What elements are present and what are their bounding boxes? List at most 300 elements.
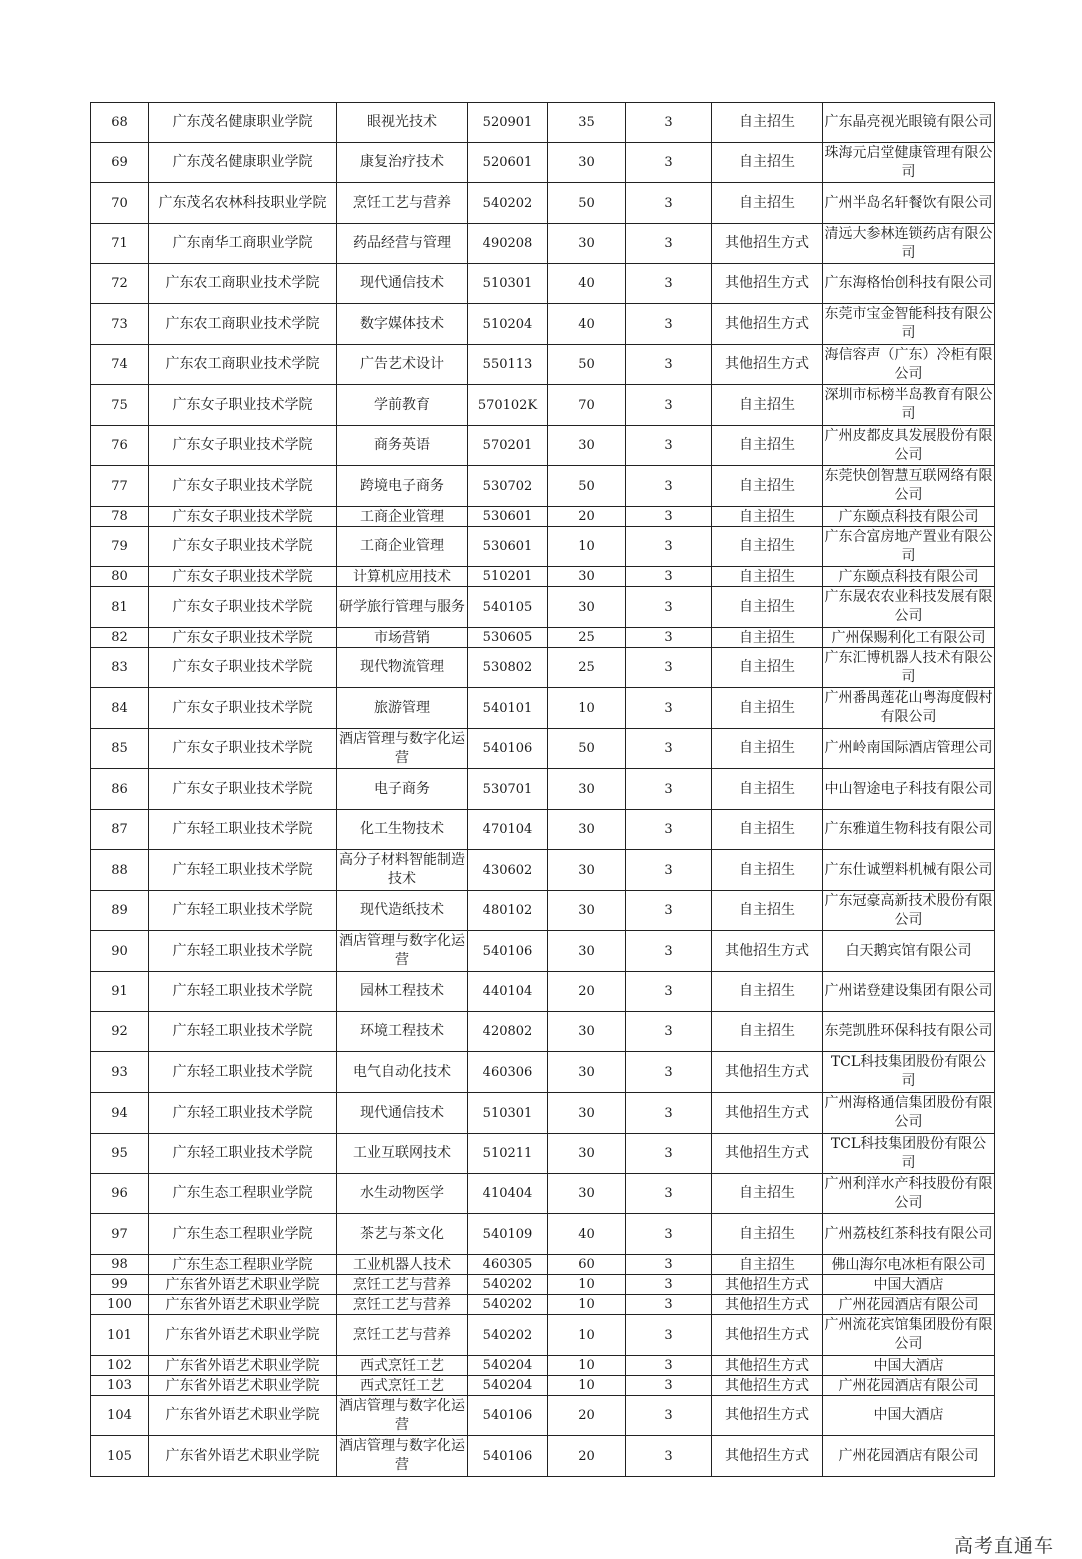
admission-method-cell: 自主招生	[712, 567, 823, 587]
duration-cell: 3	[626, 1012, 712, 1052]
major-code-cell: 510301	[468, 264, 548, 304]
major-name-cell: 电子商务	[337, 769, 468, 810]
quota-cell: 20	[548, 1436, 626, 1477]
school-name-cell: 广东女子职业技术学院	[149, 385, 337, 426]
row-number-cell: 78	[91, 507, 149, 527]
quota-cell: 30	[548, 1093, 626, 1134]
duration-cell: 3	[626, 688, 712, 729]
major-name-cell: 酒店管理与数字化运营	[337, 1436, 468, 1477]
duration-cell: 3	[626, 567, 712, 587]
duration-cell: 3	[626, 1174, 712, 1214]
duration-cell: 3	[626, 810, 712, 850]
duration-cell: 3	[626, 345, 712, 385]
major-name-cell: 电气自动化技术	[337, 1052, 468, 1093]
table-row	[91, 103, 995, 143]
row-number-cell: 100	[91, 1295, 149, 1315]
quota-cell: 40	[548, 304, 626, 345]
major-name-cell: 环境工程技术	[337, 1012, 468, 1052]
major-code-cell: 540202	[468, 1295, 548, 1315]
major-name-cell: 西式烹饪工艺	[337, 1356, 468, 1376]
quota-cell: 50	[548, 729, 626, 769]
quota-cell: 20	[548, 507, 626, 527]
school-name-cell: 广东女子职业技术学院	[149, 507, 337, 527]
partner-company-cell: 东莞凯胜环保科技有限公司	[823, 1012, 995, 1052]
major-code-cell: 530605	[468, 628, 548, 648]
quota-cell: 30	[548, 769, 626, 810]
major-code-cell: 460306	[468, 1052, 548, 1093]
quota-cell: 10	[548, 1376, 626, 1396]
quota-cell: 30	[548, 587, 626, 628]
admission-method-cell: 其他招生方式	[712, 1436, 823, 1477]
major-code-cell: 520901	[468, 103, 548, 143]
admission-method-cell: 自主招生	[712, 385, 823, 426]
row-number-cell: 70	[91, 183, 149, 224]
major-code-cell: 540106	[468, 1436, 548, 1477]
major-code-cell: 460305	[468, 1255, 548, 1275]
partner-company-cell: 广州花园酒店有限公司	[823, 1376, 995, 1396]
school-name-cell: 广东女子职业技术学院	[149, 587, 337, 628]
school-name-cell: 广东轻工职业技术学院	[149, 1012, 337, 1052]
row-number-cell: 76	[91, 426, 149, 466]
row-number-cell: 102	[91, 1356, 149, 1376]
school-name-cell: 广东南华工商职业学院	[149, 224, 337, 264]
admission-method-cell: 自主招生	[712, 972, 823, 1012]
quota-cell: 40	[548, 264, 626, 304]
quota-cell: 20	[548, 972, 626, 1012]
admission-method-cell: 自主招生	[712, 466, 823, 507]
admission-method-cell: 自主招生	[712, 688, 823, 729]
row-number-cell: 93	[91, 1052, 149, 1093]
major-code-cell: 520601	[468, 143, 548, 183]
major-name-cell: 工业互联网技术	[337, 1134, 468, 1174]
school-name-cell: 广东省外语艺术职业学院	[149, 1315, 337, 1356]
table-row	[91, 648, 995, 688]
table-row	[91, 688, 995, 729]
duration-cell: 3	[626, 628, 712, 648]
school-name-cell: 广东女子职业技术学院	[149, 648, 337, 688]
major-code-cell: 470104	[468, 810, 548, 850]
major-code-cell: 430602	[468, 850, 548, 891]
partner-company-cell: 广州花园酒店有限公司	[823, 1295, 995, 1315]
row-number-cell: 105	[91, 1436, 149, 1477]
table-row	[91, 1255, 995, 1275]
row-number-cell: 84	[91, 688, 149, 729]
partner-company-cell: 广东海格怡创科技有限公司	[823, 264, 995, 304]
admission-method-cell: 自主招生	[712, 628, 823, 648]
table-row	[91, 466, 995, 507]
quota-cell: 50	[548, 183, 626, 224]
admission-method-cell: 自主招生	[712, 143, 823, 183]
school-name-cell: 广东轻工职业技术学院	[149, 1052, 337, 1093]
table-row	[91, 1052, 995, 1093]
admission-method-cell: 自主招生	[712, 1255, 823, 1275]
partner-company-cell: 中国大酒店	[823, 1396, 995, 1436]
admission-method-cell: 自主招生	[712, 850, 823, 891]
quota-cell: 25	[548, 648, 626, 688]
admission-method-cell: 其他招生方式	[712, 1093, 823, 1134]
major-name-cell: 工业机器人技术	[337, 1255, 468, 1275]
duration-cell: 3	[626, 931, 712, 972]
partner-company-cell: 广州半岛名轩餐饮有限公司	[823, 183, 995, 224]
major-code-cell: 570102K	[468, 385, 548, 426]
major-code-cell: 540204	[468, 1356, 548, 1376]
duration-cell: 3	[626, 648, 712, 688]
school-name-cell: 广东女子职业技术学院	[149, 527, 337, 567]
admission-method-cell: 其他招生方式	[712, 1376, 823, 1396]
partner-company-cell: 广东冠豪高新技术股份有限公司	[823, 891, 995, 931]
duration-cell: 3	[626, 1436, 712, 1477]
partner-company-cell: 广东颐点科技有限公司	[823, 507, 995, 527]
table-row	[91, 143, 995, 183]
major-code-cell: 510301	[468, 1093, 548, 1134]
row-number-cell: 92	[91, 1012, 149, 1052]
row-number-cell: 71	[91, 224, 149, 264]
quota-cell: 30	[548, 143, 626, 183]
table-row	[91, 1012, 995, 1052]
major-code-cell: 540202	[468, 1315, 548, 1356]
admission-method-cell: 其他招生方式	[712, 1052, 823, 1093]
school-name-cell: 广东省外语艺术职业学院	[149, 1436, 337, 1477]
admission-method-cell: 其他招生方式	[712, 931, 823, 972]
table-row	[91, 264, 995, 304]
school-name-cell: 广东省外语艺术职业学院	[149, 1275, 337, 1295]
duration-cell: 3	[626, 1275, 712, 1295]
quota-cell: 30	[548, 1052, 626, 1093]
admission-method-cell: 自主招生	[712, 587, 823, 628]
major-code-cell: 510211	[468, 1134, 548, 1174]
quota-cell: 30	[548, 426, 626, 466]
row-number-cell: 85	[91, 729, 149, 769]
quota-cell: 30	[548, 1174, 626, 1214]
admission-method-cell: 自主招生	[712, 1214, 823, 1255]
row-number-cell: 75	[91, 385, 149, 426]
row-number-cell: 77	[91, 466, 149, 507]
table-row	[91, 304, 995, 345]
quota-cell: 10	[548, 527, 626, 567]
duration-cell: 3	[626, 304, 712, 345]
quota-cell: 30	[548, 1134, 626, 1174]
table-row	[91, 385, 995, 426]
partner-company-cell: 广东晶亮视光眼镜有限公司	[823, 103, 995, 143]
partner-company-cell: 广州海格通信集团股份有限公司	[823, 1093, 995, 1134]
partner-company-cell: 广东仕诚塑料机械有限公司	[823, 850, 995, 891]
admission-method-cell: 其他招生方式	[712, 1134, 823, 1174]
duration-cell: 3	[626, 385, 712, 426]
major-name-cell: 旅游管理	[337, 688, 468, 729]
duration-cell: 3	[626, 426, 712, 466]
row-number-cell: 82	[91, 628, 149, 648]
quota-cell: 25	[548, 628, 626, 648]
school-name-cell: 广东女子职业技术学院	[149, 769, 337, 810]
school-name-cell: 广东省外语艺术职业学院	[149, 1356, 337, 1376]
major-code-cell: 410404	[468, 1174, 548, 1214]
admission-method-cell: 自主招生	[712, 648, 823, 688]
partner-company-cell: 广州番禺莲花山粤海度假村有限公司	[823, 688, 995, 729]
school-name-cell: 广东农工商职业技术学院	[149, 264, 337, 304]
major-name-cell: 市场营销	[337, 628, 468, 648]
partner-company-cell: 广州流花宾馆集团股份有限公司	[823, 1315, 995, 1356]
duration-cell: 3	[626, 891, 712, 931]
major-name-cell: 工商企业管理	[337, 507, 468, 527]
table-row	[91, 850, 995, 891]
partner-company-cell: TCL科技集团股份有限公司	[823, 1052, 995, 1093]
quota-cell: 70	[548, 385, 626, 426]
partner-company-cell: 广东合富房地产置业有限公司	[823, 527, 995, 567]
row-number-cell: 95	[91, 1134, 149, 1174]
row-number-cell: 72	[91, 264, 149, 304]
major-code-cell: 540101	[468, 688, 548, 729]
duration-cell: 3	[626, 507, 712, 527]
quota-cell: 10	[548, 1356, 626, 1376]
admission-method-cell: 自主招生	[712, 769, 823, 810]
major-code-cell: 540202	[468, 1275, 548, 1295]
partner-company-cell: 中国大酒店	[823, 1356, 995, 1376]
school-name-cell: 广东茂名健康职业学院	[149, 143, 337, 183]
partner-company-cell: 广州花园酒店有限公司	[823, 1436, 995, 1477]
table-row	[91, 224, 995, 264]
major-code-cell: 540106	[468, 1396, 548, 1436]
table-row	[91, 628, 995, 648]
partner-company-cell: 广东颐点科技有限公司	[823, 567, 995, 587]
row-number-cell: 103	[91, 1376, 149, 1396]
quota-cell: 30	[548, 810, 626, 850]
duration-cell: 3	[626, 103, 712, 143]
duration-cell: 3	[626, 1376, 712, 1396]
partner-company-cell: 广州利洋水产科技股份有限公司	[823, 1174, 995, 1214]
admission-method-cell: 自主招生	[712, 1174, 823, 1214]
major-code-cell: 540106	[468, 729, 548, 769]
admission-method-cell: 自主招生	[712, 1012, 823, 1052]
admission-method-cell: 其他招生方式	[712, 264, 823, 304]
duration-cell: 3	[626, 1356, 712, 1376]
quota-cell: 10	[548, 1315, 626, 1356]
major-name-cell: 烹饪工艺与营养	[337, 1275, 468, 1295]
partner-company-cell: 清远大参林连锁药店有限公司	[823, 224, 995, 264]
school-name-cell: 广东生态工程职业学院	[149, 1174, 337, 1214]
major-code-cell: 530802	[468, 648, 548, 688]
partner-company-cell: TCL科技集团股份有限公司	[823, 1134, 995, 1174]
quota-cell: 30	[548, 891, 626, 931]
major-code-cell: 530702	[468, 466, 548, 507]
duration-cell: 3	[626, 1255, 712, 1275]
row-number-cell: 101	[91, 1315, 149, 1356]
school-name-cell: 广东生态工程职业学院	[149, 1214, 337, 1255]
school-name-cell: 广东农工商职业技术学院	[149, 345, 337, 385]
table-row	[91, 891, 995, 931]
major-code-cell: 510201	[468, 567, 548, 587]
partner-company-cell: 中山智途电子科技有限公司	[823, 769, 995, 810]
major-code-cell: 480102	[468, 891, 548, 931]
row-number-cell: 69	[91, 143, 149, 183]
quota-cell: 10	[548, 1275, 626, 1295]
duration-cell: 3	[626, 466, 712, 507]
admission-method-cell: 其他招生方式	[712, 1396, 823, 1436]
partner-company-cell: 广东晟农农业科技发展有限公司	[823, 587, 995, 628]
admission-method-cell: 自主招生	[712, 729, 823, 769]
quota-cell: 30	[548, 850, 626, 891]
duration-cell: 3	[626, 264, 712, 304]
major-name-cell: 学前教育	[337, 385, 468, 426]
row-number-cell: 99	[91, 1275, 149, 1295]
school-name-cell: 广东省外语艺术职业学院	[149, 1396, 337, 1436]
major-name-cell: 烹饪工艺与营养	[337, 183, 468, 224]
row-number-cell: 96	[91, 1174, 149, 1214]
row-number-cell: 79	[91, 527, 149, 567]
school-name-cell: 广东轻工职业技术学院	[149, 810, 337, 850]
duration-cell: 3	[626, 183, 712, 224]
table-row	[91, 183, 995, 224]
admission-method-cell: 自主招生	[712, 810, 823, 850]
partner-company-cell: 东莞快创智慧互联网络有限公司	[823, 466, 995, 507]
partner-company-cell: 中国大酒店	[823, 1275, 995, 1295]
major-name-cell: 烹饪工艺与营养	[337, 1295, 468, 1315]
table-row	[91, 567, 995, 587]
major-code-cell: 540204	[468, 1376, 548, 1396]
partner-company-cell: 广东雅道生物科技有限公司	[823, 810, 995, 850]
major-name-cell: 眼视光技术	[337, 103, 468, 143]
duration-cell: 3	[626, 1093, 712, 1134]
duration-cell: 3	[626, 224, 712, 264]
partner-company-cell: 广州荔枝红茶科技有限公司	[823, 1214, 995, 1255]
major-code-cell: 530601	[468, 507, 548, 527]
quota-cell: 30	[548, 931, 626, 972]
major-name-cell: 酒店管理与数字化运营	[337, 1396, 468, 1436]
major-code-cell: 570201	[468, 426, 548, 466]
partner-company-cell: 广州诺登建设集团有限公司	[823, 972, 995, 1012]
major-name-cell: 化工生物技术	[337, 810, 468, 850]
row-number-cell: 73	[91, 304, 149, 345]
major-name-cell: 酒店管理与数字化运营	[337, 931, 468, 972]
major-name-cell: 茶艺与茶文化	[337, 1214, 468, 1255]
table-row	[91, 1356, 995, 1376]
table-row	[91, 426, 995, 466]
school-name-cell: 广东女子职业技术学院	[149, 688, 337, 729]
major-code-cell: 530601	[468, 527, 548, 567]
major-name-cell: 现代通信技术	[337, 1093, 468, 1134]
table-row	[91, 587, 995, 628]
row-number-cell: 74	[91, 345, 149, 385]
table-row	[91, 345, 995, 385]
partner-company-cell: 佛山海尔电冰柜有限公司	[823, 1255, 995, 1275]
admission-method-cell: 自主招生	[712, 103, 823, 143]
partner-company-cell: 广州保赐利化工有限公司	[823, 628, 995, 648]
duration-cell: 3	[626, 729, 712, 769]
duration-cell: 3	[626, 1052, 712, 1093]
partner-company-cell: 东莞市宝金智能科技有限公司	[823, 304, 995, 345]
major-code-cell: 440104	[468, 972, 548, 1012]
quota-cell: 30	[548, 567, 626, 587]
major-name-cell: 西式烹饪工艺	[337, 1376, 468, 1396]
major-name-cell: 现代造纸技术	[337, 891, 468, 931]
major-code-cell: 540105	[468, 587, 548, 628]
partner-company-cell: 广东汇博机器人技术有限公司	[823, 648, 995, 688]
table-row	[91, 1315, 995, 1356]
major-name-cell: 酒店管理与数字化运营	[337, 729, 468, 769]
admission-method-cell: 其他招生方式	[712, 304, 823, 345]
quota-cell: 30	[548, 1012, 626, 1052]
row-number-cell: 68	[91, 103, 149, 143]
admission-method-cell: 其他招生方式	[712, 345, 823, 385]
row-number-cell: 80	[91, 567, 149, 587]
quota-cell: 35	[548, 103, 626, 143]
duration-cell: 3	[626, 1315, 712, 1356]
duration-cell: 3	[626, 1134, 712, 1174]
school-name-cell: 广东轻工职业技术学院	[149, 1134, 337, 1174]
major-code-cell: 530701	[468, 769, 548, 810]
school-name-cell: 广东女子职业技术学院	[149, 466, 337, 507]
school-name-cell: 广东轻工职业技术学院	[149, 972, 337, 1012]
school-name-cell: 广东女子职业技术学院	[149, 426, 337, 466]
quota-cell: 50	[548, 466, 626, 507]
partner-company-cell: 珠海元启堂健康管理有限公司	[823, 143, 995, 183]
admission-method-cell: 自主招生	[712, 891, 823, 931]
row-number-cell: 104	[91, 1396, 149, 1436]
major-code-cell: 490208	[468, 224, 548, 264]
table-row	[91, 1436, 995, 1477]
row-number-cell: 94	[91, 1093, 149, 1134]
admission-method-cell: 其他招生方式	[712, 1295, 823, 1315]
duration-cell: 3	[626, 587, 712, 628]
school-name-cell: 广东茂名农林科技职业学院	[149, 183, 337, 224]
admission-method-cell: 其他招生方式	[712, 1275, 823, 1295]
duration-cell: 3	[626, 972, 712, 1012]
row-number-cell: 88	[91, 850, 149, 891]
major-name-cell: 烹饪工艺与营养	[337, 1315, 468, 1356]
row-number-cell: 90	[91, 931, 149, 972]
quota-cell: 10	[548, 1295, 626, 1315]
admission-method-cell: 其他招生方式	[712, 224, 823, 264]
row-number-cell: 86	[91, 769, 149, 810]
table-row	[91, 1214, 995, 1255]
school-name-cell: 广东生态工程职业学院	[149, 1255, 337, 1275]
school-name-cell: 广东女子职业技术学院	[149, 628, 337, 648]
quota-cell: 60	[548, 1255, 626, 1275]
major-name-cell: 工商企业管理	[337, 527, 468, 567]
major-name-cell: 数字媒体技术	[337, 304, 468, 345]
quota-cell: 10	[548, 688, 626, 729]
major-name-cell: 跨境电子商务	[337, 466, 468, 507]
major-code-cell: 420802	[468, 1012, 548, 1052]
duration-cell: 3	[626, 1295, 712, 1315]
table-row	[91, 1396, 995, 1436]
table-row	[91, 1376, 995, 1396]
admission-method-cell: 自主招生	[712, 183, 823, 224]
duration-cell: 3	[626, 769, 712, 810]
admission-method-cell: 自主招生	[712, 426, 823, 466]
major-name-cell: 园林工程技术	[337, 972, 468, 1012]
admission-method-cell: 自主招生	[712, 507, 823, 527]
table-row	[91, 507, 995, 527]
school-name-cell: 广东轻工职业技术学院	[149, 931, 337, 972]
major-name-cell: 药品经营与管理	[337, 224, 468, 264]
table-row	[91, 1174, 995, 1214]
duration-cell: 3	[626, 143, 712, 183]
table-row	[91, 1134, 995, 1174]
table-row	[91, 1093, 995, 1134]
admission-method-cell: 自主招生	[712, 527, 823, 567]
school-name-cell: 广东轻工职业技术学院	[149, 1093, 337, 1134]
row-number-cell: 97	[91, 1214, 149, 1255]
table-row	[91, 1275, 995, 1295]
major-name-cell: 计算机应用技术	[337, 567, 468, 587]
major-name-cell: 水生动物医学	[337, 1174, 468, 1214]
row-number-cell: 81	[91, 587, 149, 628]
partner-company-cell: 广州岭南国际酒店管理公司	[823, 729, 995, 769]
major-code-cell: 540106	[468, 931, 548, 972]
partner-company-cell: 海信容声（广东）冷柜有限公司	[823, 345, 995, 385]
duration-cell: 3	[626, 850, 712, 891]
school-name-cell: 广东茂名健康职业学院	[149, 103, 337, 143]
